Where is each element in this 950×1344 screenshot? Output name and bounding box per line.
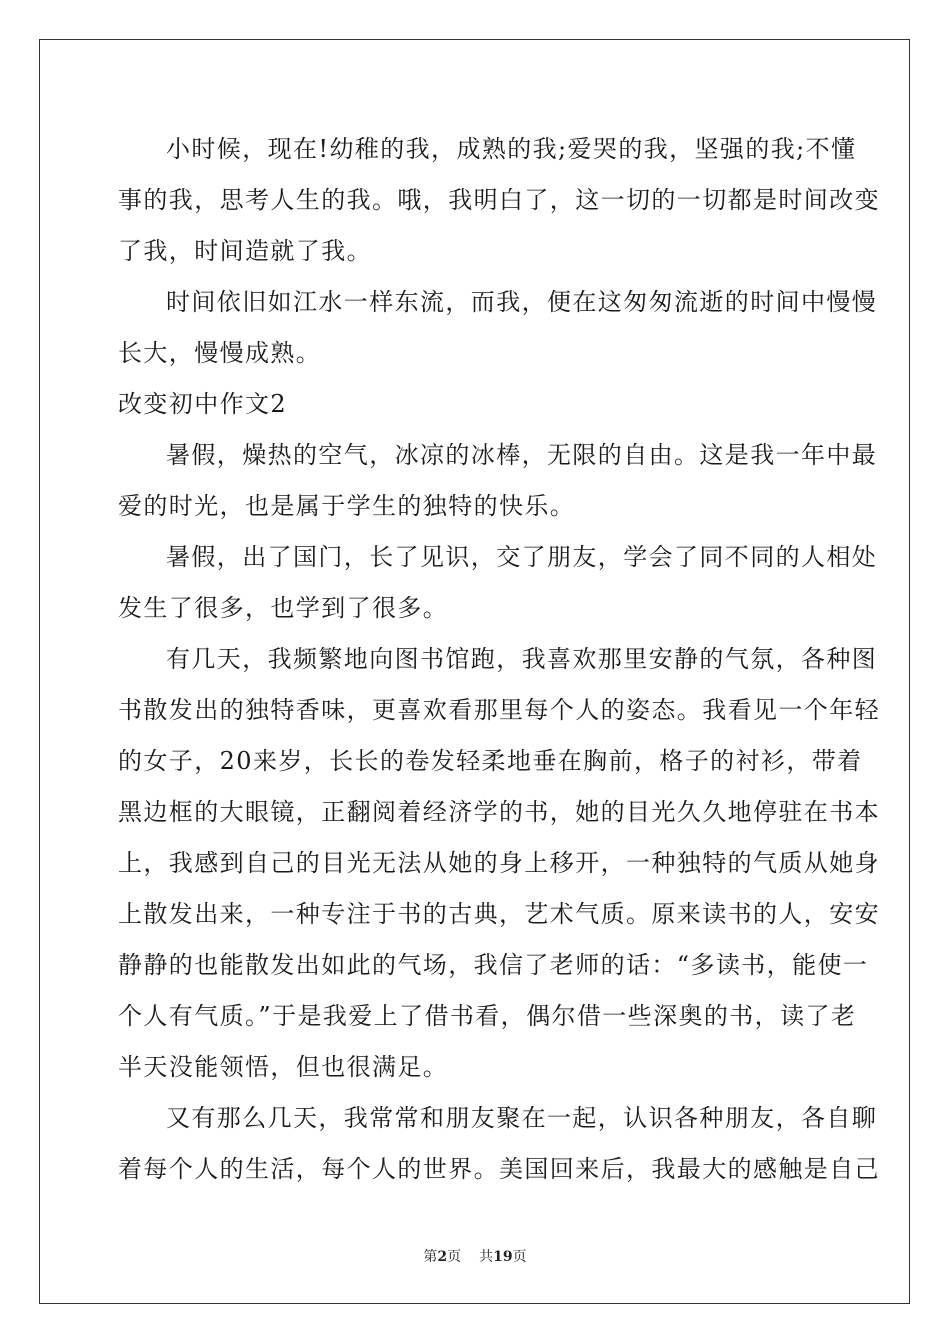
page-suffix: 页 <box>447 1249 462 1265</box>
paragraph-line: 静静的也能散发出如此的气场，我信了老师的话：“多读书，能使一 <box>118 951 869 979</box>
paragraph-line: 暑假，燥热的空气，冰凉的冰棒，无限的自由。这是我一年中最 <box>166 441 878 469</box>
paragraph-line: 上，我感到自己的目光无法从她的身上移开，一种独特的气质从她身 <box>118 849 880 877</box>
page-total <box>479 1249 526 1265</box>
document-body <box>118 124 880 1195</box>
total-suffix: 页 <box>512 1249 527 1265</box>
paragraph-line: 事的我，思考人生的我。哦，我明白了，这一切的一切都是时间改变 <box>118 186 880 214</box>
total-prefix: 共 <box>479 1249 494 1265</box>
paragraph-line: 发生了很多，也学到了很多。 <box>118 594 449 622</box>
paragraph-line: 时间依旧如江水一样东流，而我，便在这匆匆流逝的时间中慢慢 <box>166 288 878 316</box>
paragraph-line: 上散发出来，一种专注于书的古典，艺术气质。原来读书的人，安安 <box>118 900 880 928</box>
paragraph-line: 半天没能领悟，但也很满足。 <box>118 1053 449 1081</box>
paragraph-line: 又有那么几天，我常常和朋友聚在一起，认识各种朋友，各自聊 <box>166 1104 878 1132</box>
paragraph-line: 着每个人的生活，每个人的世界。美国回来后，我最大的感触是自己 <box>118 1155 880 1183</box>
page-number <box>423 1249 461 1265</box>
section-title: 改变初中作文2 <box>118 390 288 418</box>
paragraph-line: 的女子，20来岁，长长的卷发轻柔地垂在胸前，格子的衬衫，带着 <box>118 747 863 775</box>
total-pages: 19 <box>493 1249 513 1265</box>
paragraph-line: 长大，慢慢成熟。 <box>118 339 322 367</box>
paragraph-line: 暑假，出了国门，长了见识，交了朋友，学会了同不同的人相处 <box>166 543 878 571</box>
current-page: 2 <box>437 1249 448 1265</box>
paragraph-line: 小时候，现在!幼稚的我，成熟的我;爱哭的我，坚强的我;不懂 <box>166 135 857 163</box>
paragraph-line: 个人有气质。”于是我爱上了借书看，偶尔借一些深奥的书，读了老 <box>118 1002 857 1030</box>
paragraph-line: 了我，时间造就了我。 <box>118 237 372 265</box>
page-prefix: 第 <box>423 1249 438 1265</box>
paragraph-line: 书散发出的独特香味，更喜欢看那里每个人的姿态。我看见一个年轻 <box>118 696 880 724</box>
paragraph-line: 有几天，我频繁地向图书馆跑，我喜欢那里安静的气氛，各种图 <box>166 645 878 673</box>
paragraph-line: 爱的时光，也是属于学生的独特的快乐。 <box>118 492 576 520</box>
paragraph-line: 黑边框的大眼镜，正翻阅着经济学的书，她的目光久久地停驻在书本 <box>118 798 880 826</box>
page-footer <box>0 1246 950 1266</box>
